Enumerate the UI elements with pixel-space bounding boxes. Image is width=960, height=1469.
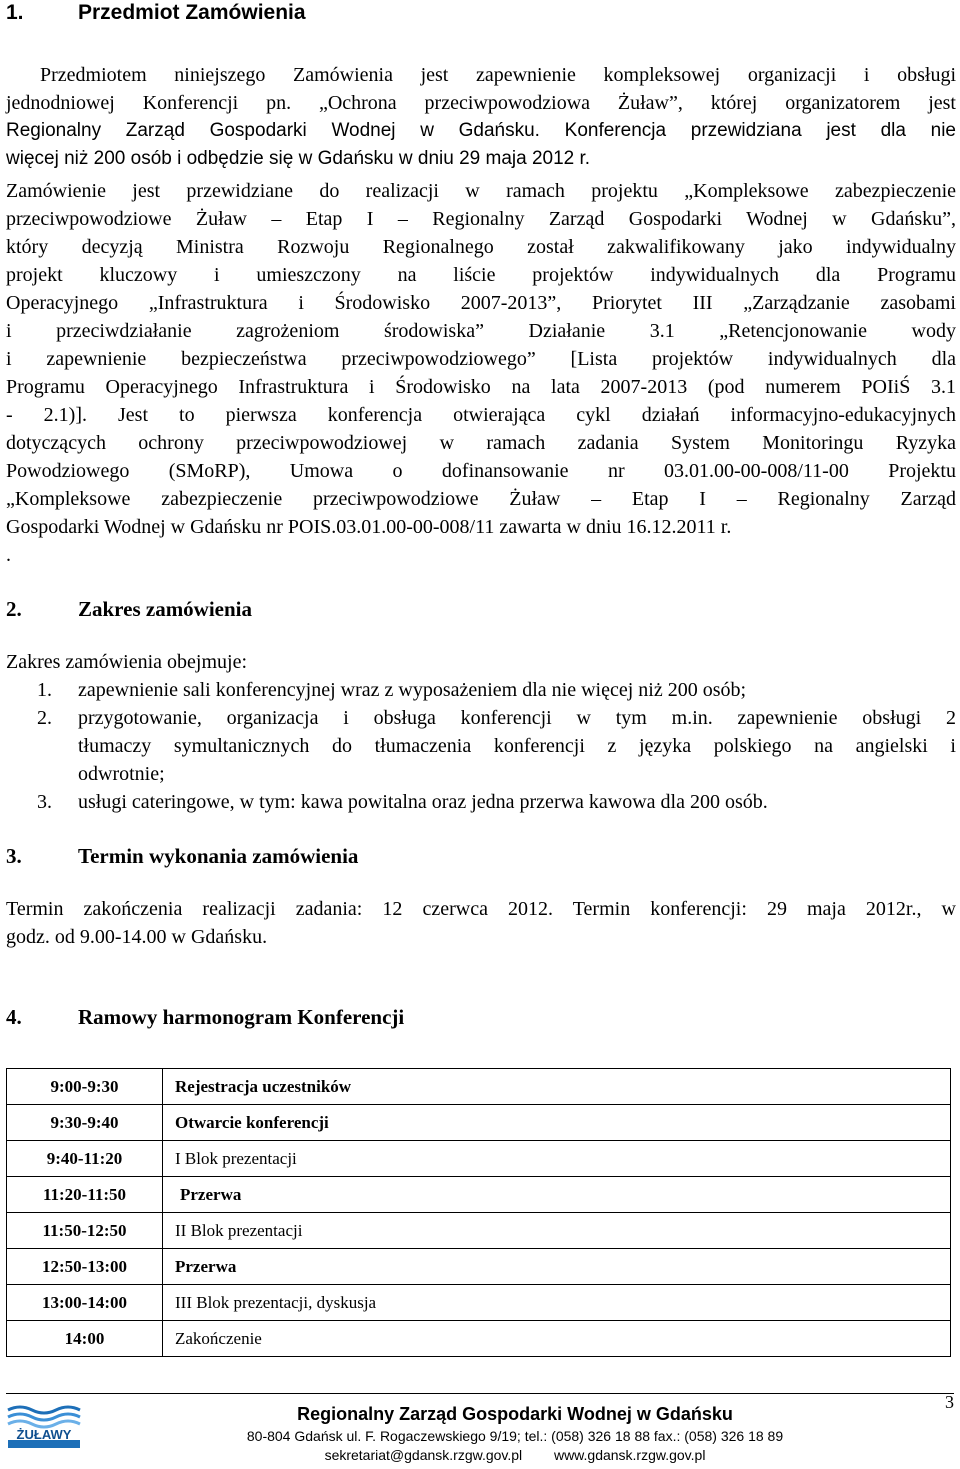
table-row — [7, 1105, 951, 1141]
footer-divider — [6, 1393, 954, 1394]
section-title: Termin wykonania zamówienia — [78, 844, 359, 868]
schedule-table — [6, 1068, 951, 1357]
text-line: Zamówienie jest przewidziane do realizacji w ramach projektu „Kompleksowe zabezpieczenie — [6, 180, 956, 202]
term-line: Termin zakończenia realizacji zadania: 12 czerwca 2012. Termin konferencji: 29 maja 2012r., w — [6, 898, 956, 920]
table-row — [7, 1213, 951, 1249]
text-line: jednodniowej Konferencji pn. „Ochrona przeciwpowodziowa Żuław”, której organizatorem jest — [6, 92, 956, 114]
section-3-heading — [6, 843, 358, 869]
list-text: zapewnienie sali konferencyjnej wraz z wyposażeniem dla nie więcej niż 200 osób; — [78, 679, 747, 701]
activity-cell: I Blok prezentacji — [163, 1141, 951, 1177]
list-text: odwrotnie; — [78, 763, 165, 785]
text-line: Regionalny Zarząd Gospodarki Wodnej w Gdańsku. Konferencja przewidziana jest dla nie — [6, 120, 956, 141]
list-number: 3. — [37, 791, 52, 813]
text-line: i przeciwdziałanie zagrożeniom środowiska” Działanie 3.1 „Retencjonowanie wody — [6, 320, 956, 342]
text-line: Operacyjnego „Infrastruktura i Środowisko 2007-2013”, Priorytet III „Zarządzanie zasobami — [6, 292, 956, 314]
text-line: - 2.1)]. Jest to pierwsza konferencja otwierająca cykl działań informacyjno-edukacyjnych — [6, 404, 956, 426]
footer-address: 80-804 Gdańsk ul. F. Rogaczewskiego 9/19; tel.: (058) 326 18 88 fax.: (058) 326 18 89 — [246, 1428, 784, 1444]
activity-cell: Przerwa — [163, 1249, 951, 1285]
section-title: Ramowy harmonogram Konferencji — [78, 1005, 405, 1029]
text-line: Gospodarki Wodnej w Gdańsku nr POIS.03.01.00-00-008/11 zawarta w dniu 16.12.2011 r. — [6, 516, 732, 538]
activity-cell: Przerwa — [163, 1177, 951, 1213]
section-title: Zakres zamówienia — [78, 597, 253, 621]
footer-web[interactable]: www.gdansk.rzgw.gov.pl — [553, 1447, 706, 1463]
table-row — [7, 1177, 951, 1213]
text-line: Przedmiotem niniejszego Zamówienia jest zapewnienie kompleksowej organizacji i obsługi — [40, 64, 956, 86]
activity-cell: III Blok prezentacji, dyskusja — [163, 1285, 951, 1321]
section-2-heading — [6, 596, 252, 622]
text-line: Programu Operacyjnego Infrastruktura i Środowisko na lata 2007-2013 (pod numerem POIiŚ 3.1 — [6, 376, 956, 398]
logo-text: ŻUŁAWY — [16, 1427, 72, 1442]
activity-cell: Otwarcie konferencji — [163, 1105, 951, 1141]
section-number: 1. — [6, 1, 24, 24]
section-number: 3. — [6, 844, 22, 868]
activity-cell: Zakończenie — [163, 1321, 951, 1357]
list-number: 1. — [37, 679, 52, 701]
section-1-heading — [6, 0, 306, 26]
section-number: 4. — [6, 1005, 22, 1029]
list-text: przygotowanie, organizacja i obsługa konferencji w tym m.in. zapewnienie obsługi 2 — [78, 707, 956, 729]
text-line: przeciwpowodziowe Żuław – Etap I – Regionalny Zarząd Gospodarki Wodnej w Gdańsku”, — [6, 208, 956, 230]
list-text: usługi cateringowe, w tym: kawa powitalna oraz jedna przerwa kawowa dla 200 osób. — [78, 791, 768, 813]
text-line: . — [6, 544, 11, 566]
text-line: więcej niż 200 osób i odbędzie się w Gdańsku w dniu 29 maja 2012 r. — [6, 148, 591, 169]
list-number: 2. — [37, 707, 52, 729]
time-cell: 12:50-13:00 — [7, 1249, 163, 1285]
time-cell: 11:20-11:50 — [7, 1177, 163, 1213]
table-row — [7, 1069, 951, 1105]
activity-cell: II Blok prezentacji — [163, 1213, 951, 1249]
time-cell: 13:00-14:00 — [7, 1285, 163, 1321]
list-item — [0, 704, 960, 788]
text-line: i zapewnienie bezpieczeństwa przeciwpowodziowego” [Lista projektów indywidualnych dla — [6, 348, 956, 370]
section-number: 2. — [6, 597, 22, 621]
section-4-heading — [6, 1004, 404, 1030]
time-cell: 9:40-11:20 — [7, 1141, 163, 1177]
section-title: Przedmiot Zamówienia — [78, 1, 306, 24]
text-line: dotyczących ochrony przeciwpowodziowej w ramach zadania System Monitoringu Ryzyka — [6, 432, 956, 454]
text-line: projekt kluczowy i umieszczony na liście projektów indywidualnych dla Programu — [6, 264, 956, 286]
text-line: który decyzją Ministra Rozwoju Regionalnego został zakwalifikowany jako indywidualny — [6, 236, 956, 258]
activity-cell: Rejestracja uczestników — [163, 1069, 951, 1105]
page-number: 3 — [945, 1392, 954, 1412]
list-text: tłumaczy symultanicznych do tłumaczenia konferencji z języka polskiego na angielski i — [78, 735, 956, 757]
table-row — [7, 1285, 951, 1321]
time-cell: 9:30-9:40 — [7, 1105, 163, 1141]
footer-contacts — [0, 1447, 960, 1463]
table-row — [7, 1141, 951, 1177]
footer-email[interactable]: sekretariat@gdansk.rzgw.gov.pl — [324, 1447, 523, 1463]
text-line: Powodziowego (SMoRP), Umowa o dofinansowanie nr 03.01.00-00-008/11-00 Projektu — [6, 460, 956, 482]
text-line: „Kompleksowe zabezpieczenie przeciwpowodziowe Żuław – Etap I – Regionalny Zarząd — [6, 488, 956, 510]
term-line: godz. od 9.00-14.00 w Gdańsku. — [6, 926, 268, 948]
scope-lead: Zakres zamówienia obejmuje: — [6, 651, 248, 673]
footer-org: Regionalny Zarząd Gospodarki Wodnej w Gdańsku — [297, 1404, 733, 1424]
time-cell: 9:00-9:30 — [7, 1069, 163, 1105]
time-cell: 14:00 — [7, 1321, 163, 1357]
table-row — [7, 1321, 951, 1357]
time-cell: 11:50-12:50 — [7, 1213, 163, 1249]
table-row — [7, 1249, 951, 1285]
